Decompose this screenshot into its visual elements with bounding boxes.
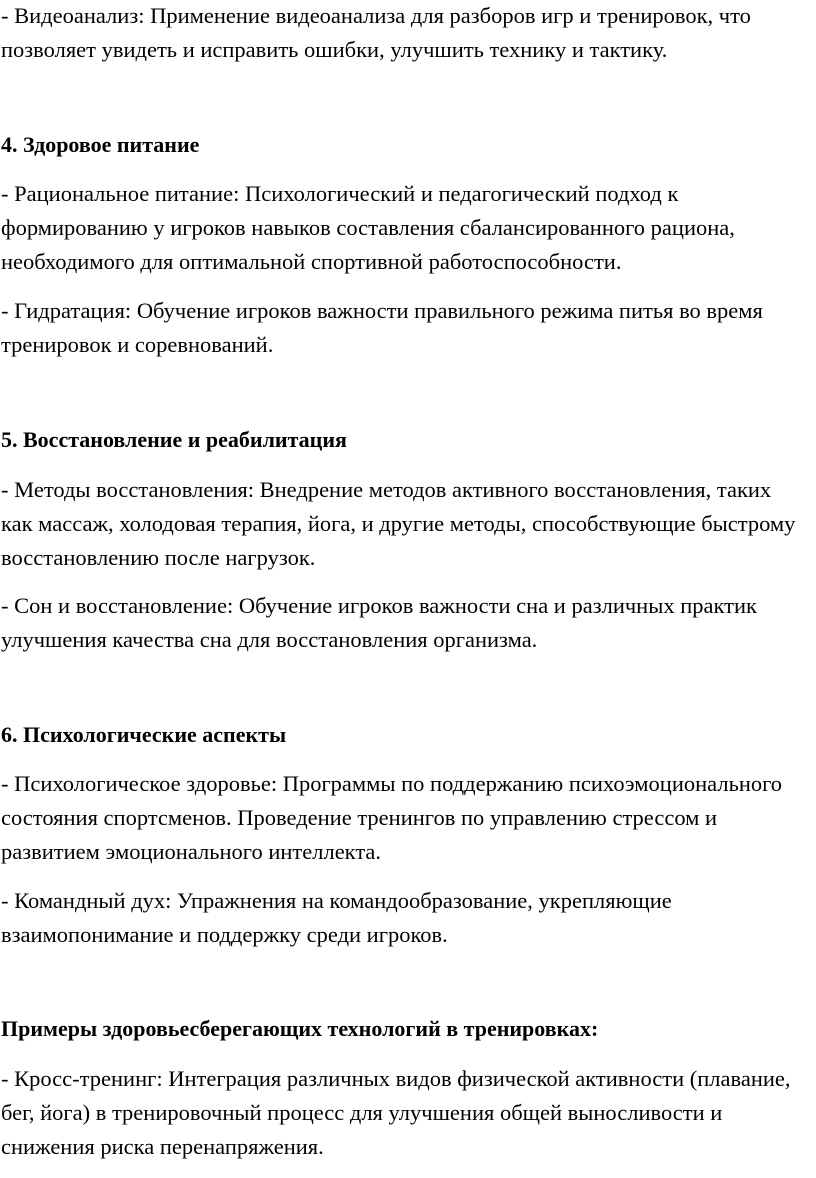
paragraph-team-spirit: - Командный дух: Упражнения на командообразование, укрепляющие взаимопонимание и поддержку среди игроков. — [1, 888, 672, 947]
paragraph-rational-nutrition: - Рациональное питание: Психологический и педагогический подход к формированию у игроков навыков составления сбалансированного рациона, необходимого для оптимальной спортивной работоспособности. — [1, 181, 735, 274]
paragraph-sleep-recovery: - Сон и восстановление: Обучение игроков важности сна и различных практик улучшения качества сна для восстановления организма. — [1, 593, 757, 652]
section-heading-nutrition: 4. Здоровое питание — [1, 132, 200, 157]
paragraph-video-analysis: - Видеоанализ: Применение видеоанализа для разборов игр и тренировок, что позволяет увидеть и исправить ошибки, улучшить технику и тактику. — [1, 3, 751, 62]
paragraph-cross-training: - Кросс-тренинг: Интеграция различных видов физической активности (плавание, бег, йога) в тренировочный процесс для улучшения общей выносливости и снижения риска перенапряжения. — [1, 1066, 791, 1159]
section-heading-recovery: 5. Восстановление и реабилитация — [1, 427, 347, 452]
paragraph-hydration: - Гидратация: Обучение игроков важности правильного режима питья во время тренировок и соревнований. — [1, 298, 763, 357]
paragraph-recovery-methods: - Методы восстановления: Внедрение методов активного восстановления, таких как массаж, холодовая терапия, йога, и другие методы, способствующие быстрому восстановлению после нагрузок. — [1, 477, 796, 570]
section-heading-examples: Примеры здоровьесберегающих технологий в тренировках: — [1, 1016, 599, 1041]
section-heading-psychology: 6. Психологические аспекты — [1, 722, 287, 747]
paragraph-psychological-health: - Психологическое здоровье: Программы по поддержанию психоэмоционального состояния спортсменов. Проведение тренингов по управлению стрессом и развитием эмоционального интеллекта. — [1, 771, 783, 864]
